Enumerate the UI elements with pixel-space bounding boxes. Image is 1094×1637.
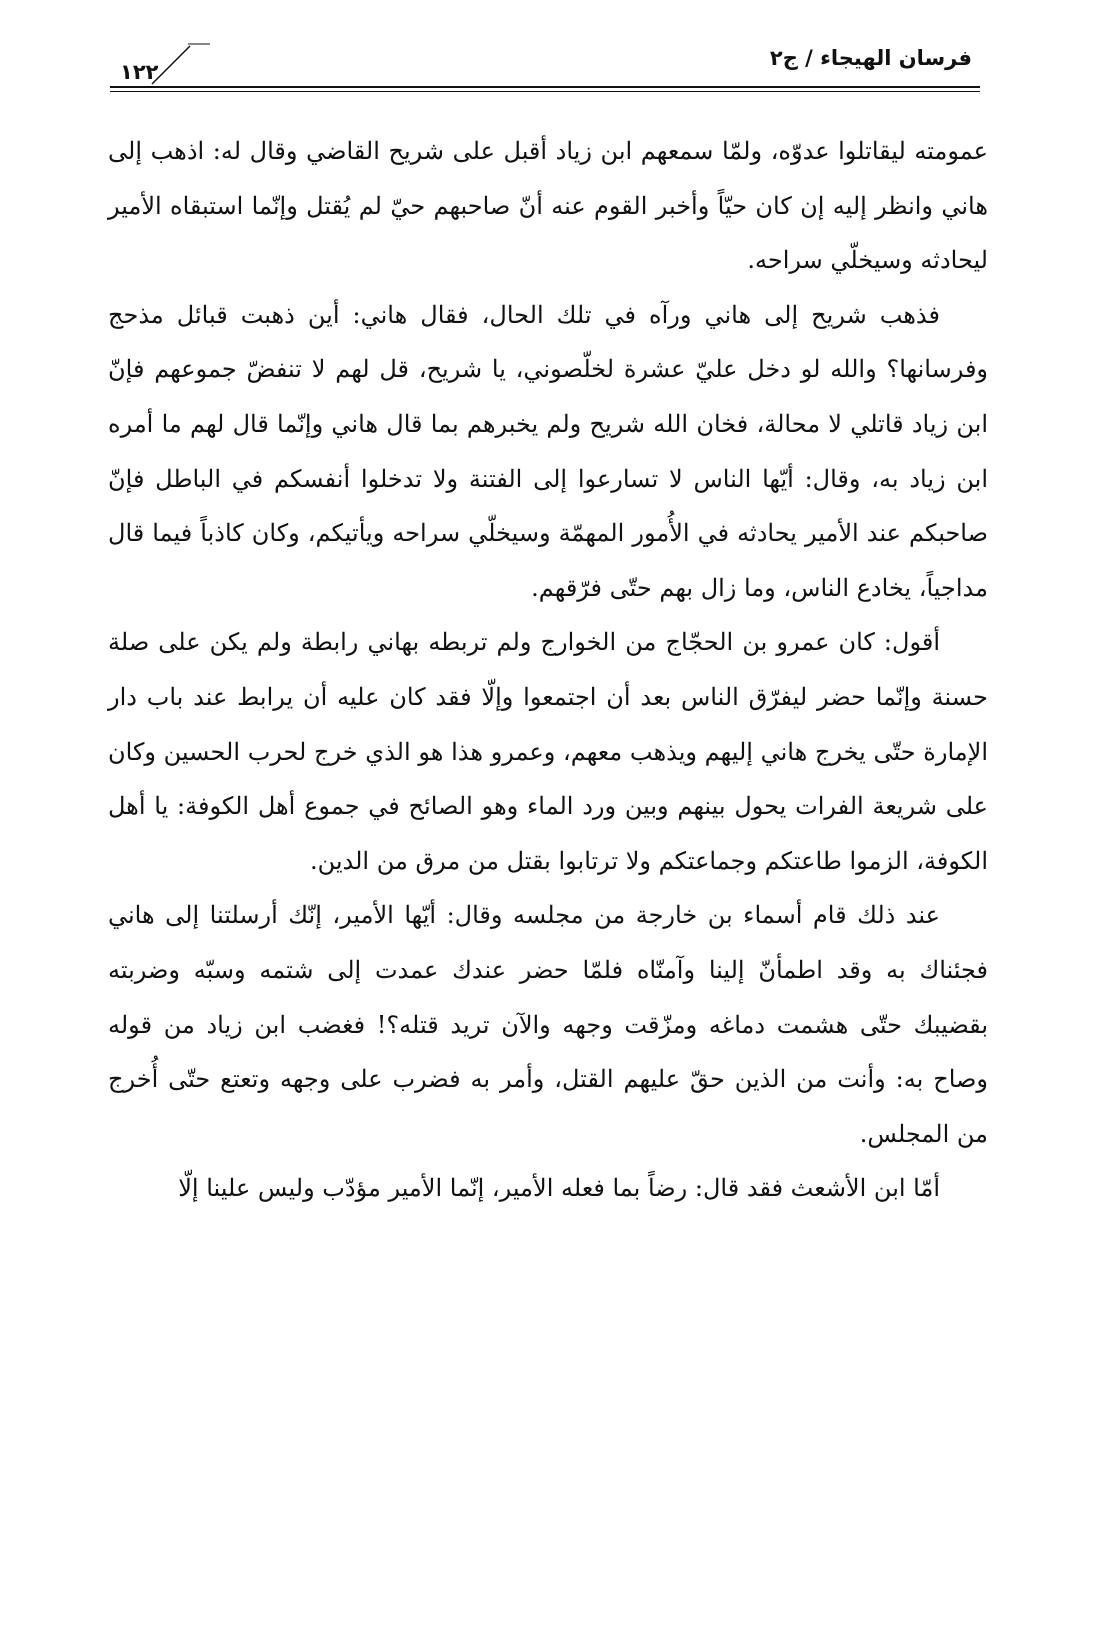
running-title: فرسان الهيجاء / ج٢: [769, 46, 972, 70]
paragraph-2: فذهب شريح إلى هاني ورآه في تلك الحال، فقال هاني: أين ذهبت قبائل مذحج وفرسانها؟ والله لو دخل عليّ عشرة لخلّصوني، يا شريح، قل لهم لا تنفضّ جموعهم فإنّ ابن زياد قاتلي لا محالة، فخان الله شريح ولم يخبرهم بما قال هاني وإنّما قال لهم ما أمره ابن زياد به، وقال: أيّها الناس لا تسارعوا إلى الفتنة ولا تدخلوا أنفسكم في الباطل فإنّ صاحبكم عند الأمير يحادثه في الأُمور المهمّة وسيخلّي سراحه ويأتيكم، وكان كاذباً فيما قال مداجياً، يخادع الناس، وما زال بهم حتّى فرّقهم.: [108, 300, 989, 602]
paragraph-1: عمومته ليقاتلوا عدوّه، ولمّا سمعهم ابن زياد أقبل على شريح القاضي وقال له: اذهب إلى هاني وانظر إليه إن كان حيّاً وأخبر القوم عنه أنّ صاحبهم حيّ لم يُقتل وإنّما استبقاه الأمير ليحادثه وسيخلّي سراحه.: [108, 137, 988, 275]
body-text: [108, 124, 988, 1216]
paragraph-5: أمّا ابن الأشعث فقد قال: رضاً بما فعله الأمير، إنّما الأمير مؤدّب وليس علينا إلّا: [178, 1174, 940, 1203]
header-rule-thin: [110, 91, 980, 92]
page-header: [110, 38, 980, 98]
paragraph-3: أقول: كان عمرو بن الحجّاج من الخوارج ولم تربطه بهاني رابطة ولم يكن على صلة حسنة وإنّما حضر ليفرّق الناس بعد أن اجتمعوا وإلّا فقد كان عليه أن يرابط عند باب دار الإمارة حتّى يخرج هاني إليهم ويذهب معهم، وعمرو هذا هو الذي خرج لحرب الحسين وكان على شريعة الفرات يحول بينهم وبين ورد الماء وهو الصائح في جموع أهل الكوفة: يا أهل الكوفة، الزموا طاعتكم وجماعتكم ولا ترتابوا بقتل من مرق من الدين.: [108, 628, 988, 875]
page-number: ١٢٢: [120, 60, 159, 84]
header-rule-thick: [110, 86, 980, 88]
paragraph-4: عند ذلك قام أسماء بن خارجة من مجلسه وقال: أيّها الأمير، إنّك أرسلتنا إلى هاني فجئناك به وقد اطمأنّ إلينا وآمنّاه فلمّا حضر عندك عمدت إلى شتمه وسبّه وضربته بقضيبك حتّى هشمت دماغه ومزّقت وجهه والآن تريد قتله؟! فغضب ابن زياد من قوله وصاح به: وأنت من الذين حقّ عليهم القتل، وأمر به فضرب على وجهه وتعتع حتّى أُخرج من المجلس.: [108, 901, 988, 1148]
header-ornament: [110, 38, 210, 88]
